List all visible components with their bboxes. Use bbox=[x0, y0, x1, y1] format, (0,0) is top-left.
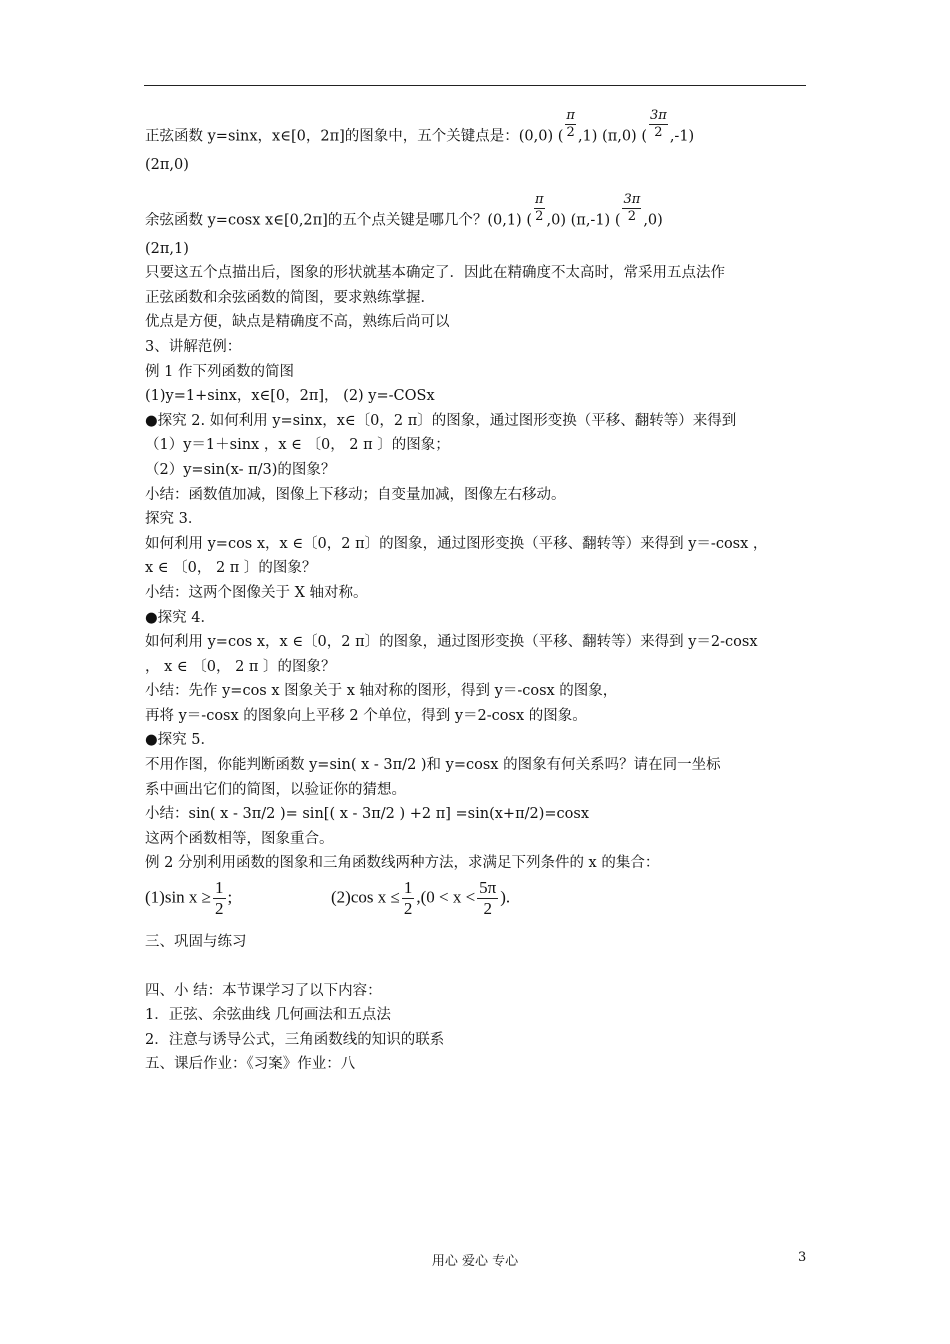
text-line: 余弦函数 y=cosx x∈[0,2π]的五个点关键是哪几个？(0,1) ( bbox=[145, 212, 532, 229]
fraction-3pi-over-2 bbox=[649, 108, 668, 141]
text-line: 2．注意与诱导公式，三角函数线的知识的联系 bbox=[145, 1031, 445, 1048]
text-line: 只要这五个点描出后，图象的形状就基本确定了．因此在精确度不太高时，常采用五点法作 bbox=[145, 265, 725, 282]
denominator: 2 bbox=[566, 125, 575, 140]
numerator: 1 bbox=[215, 878, 224, 898]
text-line: (1)y=1+sinx，x∈[0，2π]， (2) y=-COSx bbox=[145, 388, 435, 405]
denominator: 2 bbox=[215, 899, 224, 919]
denominator: 2 bbox=[654, 125, 663, 140]
text-line: 再将 y＝-cosx 的图象向上平移 2 个单位，得到 y＝2-cosx 的图象。 bbox=[145, 707, 587, 724]
text-line: 如何利用 y=cos x，x ∈〔0，2 π〕的图象，通过图形变换（平移、翻转等）来得到 y＝2-cosx bbox=[145, 634, 758, 651]
formula-text: ). bbox=[500, 887, 511, 907]
numerator: π bbox=[566, 108, 575, 123]
denominator: 2 bbox=[535, 208, 544, 224]
text-line: 这两个函数相等，图象重合。 bbox=[145, 830, 334, 847]
text-line: 正弦函数 y=sinx，x∈[0，2π]的图象中，五个关键点是：(0,0) ( bbox=[145, 128, 564, 145]
text-line: 小结：这两个图像关于 X 轴对称。 bbox=[145, 584, 368, 601]
text-line: 小结：sin( x - 3π/2 )= sin[( x - 3π/2 ) +2 π] =sin(x+π/2)=cosx bbox=[145, 806, 589, 823]
text-line: x ∈ 〔0， 2 π 〕的图象？ bbox=[145, 560, 317, 577]
example-heading: 例 1 作下列函数的简图 bbox=[145, 363, 294, 380]
text-line: ,0) (π,-1) ( bbox=[546, 212, 621, 229]
inequality-1 bbox=[145, 878, 232, 919]
fraction-one-half bbox=[213, 878, 226, 919]
text-line: ,-1) bbox=[669, 128, 695, 145]
text-line: (2π,1) bbox=[145, 240, 189, 257]
document-body bbox=[145, 108, 807, 1077]
text-line: 探究 3． bbox=[145, 511, 203, 528]
footer-motto: 用心 爱心 专心 bbox=[431, 1254, 519, 1269]
fraction-pi-over-2 bbox=[534, 192, 545, 225]
formula-text: ; bbox=[227, 887, 233, 907]
inequality-formula bbox=[145, 878, 807, 928]
example-heading: 例 2 分别利用函数的图象和三角函数线两种方法，求满足下列条件的 x 的集合： bbox=[145, 855, 660, 872]
numerator: 3π bbox=[623, 191, 641, 207]
text-line: 正弦函数和余弦函数的简图，要求熟练掌握． bbox=[145, 289, 435, 306]
section-heading: 三、巩固与练习 bbox=[145, 934, 247, 951]
numerator: 1 bbox=[403, 878, 413, 898]
text-line: ,1) (π,0) ( bbox=[577, 128, 647, 145]
numerator: π bbox=[534, 191, 544, 207]
fraction-pi-over-2 bbox=[565, 108, 576, 141]
fraction-5pi-over-2 bbox=[477, 878, 498, 919]
text-line: 小结：先作 y=cos x 图象关于 x 轴对称的图形，得到 y＝-cosx 的图象， bbox=[145, 683, 618, 700]
formula-text: ,(0 < x < bbox=[416, 887, 476, 907]
text-line: 不用作图，你能判断函数 y=sin( x - 3π/2 )和 y=cosx 的图象有何关系吗？请在同一坐标 bbox=[145, 757, 721, 774]
text-line: 优点是方便，缺点是精确度不高，熟练后尚可以 bbox=[145, 314, 450, 331]
formula-text: (2)cos x ≤ bbox=[331, 887, 400, 907]
text-line: ●探究 2. 如何利用 y=sinx，x∈〔0，2 π〕的图象，通过图形变换（平移、翻转等）来得到 bbox=[145, 412, 737, 429]
text-line: ， x ∈ 〔0， 2 π 〕的图象？ bbox=[145, 658, 336, 675]
numerator: 3π bbox=[649, 108, 667, 123]
inequality-2 bbox=[331, 878, 510, 919]
page-number: 3 bbox=[798, 1250, 807, 1265]
text-line: ●探究 5． bbox=[145, 732, 215, 749]
text-line: （2）y=sin(x- π/3)的图象？ bbox=[145, 461, 336, 478]
numerator: 5π bbox=[479, 878, 497, 898]
header-rule bbox=[144, 85, 806, 86]
text-line: 小结：函数值加减，图像上下移动；自变量加减，图像左右移动。 bbox=[145, 486, 566, 503]
text-line: ●探究 4． bbox=[145, 609, 215, 626]
text-line: 系中画出它们的简图，以验证你的猜想。 bbox=[145, 781, 406, 798]
fraction-3pi-over-2 bbox=[622, 192, 641, 225]
fraction-one-half bbox=[402, 878, 415, 919]
text-line: 1．正弦、余弦曲线 几何画法和五点法 bbox=[145, 1007, 391, 1024]
section-heading: 五、课后作业：《习案》作业：八 bbox=[145, 1056, 356, 1073]
section-heading: 四、小 结：本节课学习了以下内容： bbox=[145, 982, 382, 999]
section-heading: 3、讲解范例： bbox=[145, 338, 242, 355]
text-line: （1）y＝1＋sinx ，x ∈ 〔0， 2 π 〕的图象； bbox=[145, 437, 450, 454]
text-line: (2π,0) bbox=[145, 157, 189, 173]
text-line: 如何利用 y=cos x，x ∈〔0，2 π〕的图象，通过图形变换（平移、翻转等）来得到 y＝-cosx ， bbox=[145, 535, 768, 552]
denominator: 2 bbox=[627, 208, 637, 224]
denominator: 2 bbox=[483, 899, 492, 919]
formula-text: (1)sin x ≥ bbox=[145, 887, 211, 907]
denominator: 2 bbox=[403, 899, 413, 919]
text-line: ,0) bbox=[643, 212, 663, 229]
